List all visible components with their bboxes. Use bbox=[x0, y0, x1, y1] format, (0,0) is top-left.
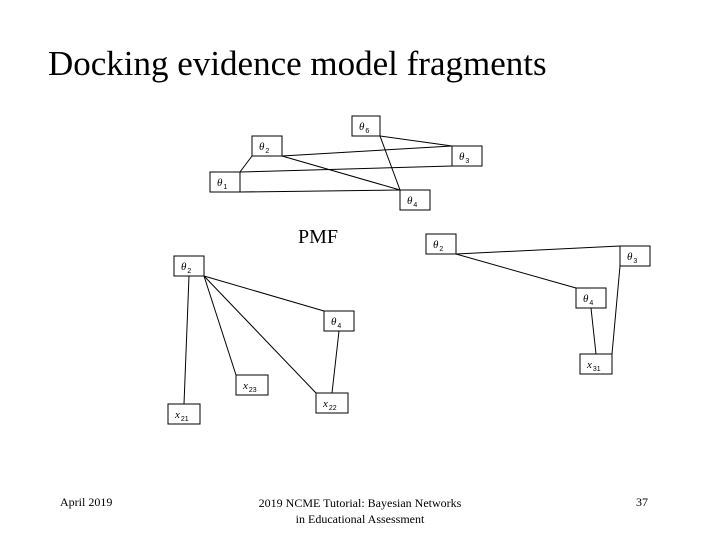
node-label: $x_{22}$ bbox=[323, 398, 337, 412]
pmf-label: PMF bbox=[298, 226, 339, 248]
page-number: 37 bbox=[636, 495, 648, 509]
edge-top-theta2-to-top-theta1 bbox=[240, 156, 252, 172]
node-right-theta2 bbox=[426, 234, 456, 254]
footer-date: April 2019 bbox=[60, 495, 113, 509]
edge-left-theta4-to-left-x22 bbox=[332, 331, 339, 393]
footer-conference-line1: 2019 NCME Tutorial: Bayesian Networks bbox=[258, 496, 462, 510]
edge-top-theta6-to-top-theta4 bbox=[380, 136, 400, 190]
edge-top-theta3-to-top-theta1 bbox=[240, 166, 452, 172]
node-top-theta4 bbox=[400, 190, 430, 210]
node-top-theta6 bbox=[352, 116, 380, 136]
node-top-theta2 bbox=[252, 136, 282, 156]
node-right-theta3 bbox=[620, 246, 650, 266]
edge-right-theta4-to-right-x31 bbox=[591, 308, 596, 354]
node-left-theta4 bbox=[324, 311, 354, 331]
node-label: $\theta_4$ bbox=[407, 195, 418, 209]
node-right-theta4 bbox=[576, 288, 606, 308]
edge-top-theta2-to-top-theta3 bbox=[282, 146, 452, 156]
node-label: $x_{31}$ bbox=[587, 359, 601, 373]
edge-top-theta6-to-top-theta3 bbox=[380, 136, 452, 146]
node-label: $\theta_3$ bbox=[459, 151, 470, 165]
edge-right-theta2-to-right-theta3 bbox=[456, 246, 620, 254]
footer-conference-line2: in Educational Assessment bbox=[295, 512, 425, 526]
node-label: $\theta_2$ bbox=[181, 261, 192, 275]
node-left-theta2 bbox=[174, 256, 204, 276]
node-label: $\theta_3$ bbox=[627, 251, 638, 265]
node-top-theta1 bbox=[210, 172, 240, 192]
node-label: $\theta_4$ bbox=[331, 316, 342, 330]
edge-right-theta2-to-right-theta4 bbox=[456, 254, 576, 288]
node-top-theta3 bbox=[452, 146, 482, 166]
node-label: $\theta_6$ bbox=[359, 121, 370, 135]
edge-left-theta2-to-left-x21 bbox=[184, 276, 189, 404]
edge-top-theta2-to-top-theta4 bbox=[282, 156, 400, 190]
node-label: $x_{23}$ bbox=[243, 380, 257, 394]
node-label: $\theta_4$ bbox=[583, 293, 594, 307]
node-label: $\theta_2$ bbox=[259, 141, 270, 155]
node-left-x22 bbox=[316, 393, 348, 413]
node-left-x21 bbox=[168, 404, 200, 424]
node-right-x31 bbox=[580, 354, 612, 374]
edge-top-theta1-to-top-theta4 bbox=[240, 190, 400, 192]
edge-left-theta2-to-left-x23 bbox=[204, 276, 236, 375]
edges-layer bbox=[184, 136, 620, 404]
node-label: $\theta_1$ bbox=[217, 177, 228, 191]
slide-title: Docking evidence model fragments bbox=[48, 44, 547, 83]
node-left-x23 bbox=[236, 375, 268, 395]
footer-conference bbox=[230, 495, 490, 527]
edge-left-theta2-to-left-theta4 bbox=[204, 276, 324, 311]
nodes-layer bbox=[168, 116, 650, 424]
node-label: $x_{21}$ bbox=[175, 409, 189, 423]
edge-right-theta3-to-right-x31 bbox=[612, 266, 620, 354]
node-label: $\theta_2$ bbox=[433, 239, 444, 253]
